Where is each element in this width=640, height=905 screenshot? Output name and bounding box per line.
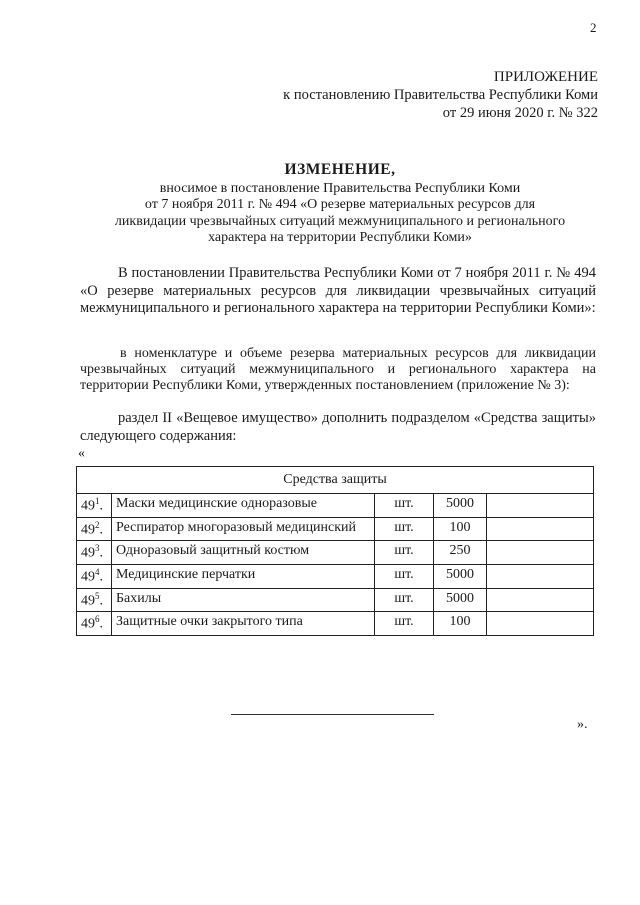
item-quantity: 100	[434, 612, 487, 636]
paragraph-3: раздел II «Вещевое имущество» дополнить подразделом «Средства защиты» следующего содержания:	[80, 410, 596, 444]
row-number: $49^4$.	[77, 564, 112, 588]
row-number-sup: 6	[95, 614, 100, 625]
table-row	[77, 612, 594, 636]
item-unit: шт.	[375, 564, 434, 588]
item-unit: шт.	[375, 588, 434, 612]
item-name: Медицинские перчатки	[112, 564, 375, 588]
heading-line-1: вносимое в постановление Правительства Республики Коми	[159, 180, 521, 196]
empty-cell	[487, 612, 594, 636]
row-number-sup: 3	[95, 543, 100, 554]
appendix-title: ПРИЛОЖЕНИЕ	[493, 69, 598, 85]
appendix-line-3: от 29 июня 2020 г. № 322	[442, 105, 598, 121]
row-number-sup: 5	[95, 590, 100, 601]
heading-line-2: от 7 ноября 2011 г. № 494 «О резерве материальных ресурсов для	[144, 197, 536, 212]
empty-cell	[487, 588, 594, 612]
table-row	[77, 541, 594, 565]
appendix-line-2: к постановлению Правительства Республики Коми	[283, 87, 598, 103]
item-quantity: 250	[434, 541, 487, 565]
empty-cell	[487, 494, 594, 518]
heading-line-4: характера на территории Республики Коми»	[208, 230, 472, 245]
heading-title: ИЗМЕНЕНИЕ,	[284, 161, 396, 178]
table-row	[77, 564, 594, 588]
row-number-sup: 2	[95, 519, 100, 530]
row-number-main: 49	[81, 545, 95, 561]
table-body	[77, 494, 594, 636]
item-unit: шт.	[375, 541, 434, 565]
protection-items-table	[76, 466, 594, 636]
appendix-block	[283, 68, 598, 122]
empty-cell	[487, 517, 594, 541]
item-quantity: 5000	[434, 564, 487, 588]
item-name: Маски медицинские одноразовые	[112, 494, 375, 518]
table-row	[77, 588, 594, 612]
table-header: Средства защиты	[77, 467, 594, 494]
item-unit: шт.	[375, 612, 434, 636]
row-number: $49^6$.	[77, 612, 112, 636]
end-separator-line	[231, 714, 434, 715]
row-number-main: 49	[81, 569, 95, 585]
item-quantity: 5000	[434, 588, 487, 612]
row-number: $49^5$.	[77, 588, 112, 612]
row-number: $49^1$.	[77, 494, 112, 518]
page-number: 2	[590, 20, 597, 35]
row-number-sup: 1	[95, 496, 100, 506]
table-row	[77, 494, 594, 518]
row-number-sup: 4	[95, 566, 100, 577]
table-row	[77, 517, 594, 541]
item-unit: шт.	[375, 494, 434, 518]
closing-quote: ».	[577, 717, 588, 732]
item-name: Бахилы	[112, 588, 375, 612]
table-header-row	[77, 467, 594, 494]
row-number-main: 49	[81, 616, 95, 632]
row-number-main: 49	[81, 593, 95, 609]
document-heading	[0, 162, 640, 247]
row-number-main: 49	[81, 498, 95, 514]
empty-cell	[487, 541, 594, 565]
row-number-main: 49	[81, 522, 95, 538]
item-unit: шт.	[375, 517, 434, 541]
item-quantity: 5000	[434, 494, 487, 518]
heading-line-3: ликвидации чрезвычайных ситуаций межмуниципального и регионального	[114, 213, 566, 229]
item-quantity: 100	[434, 517, 487, 541]
paragraph-2: в номенклатуре и объеме резерва материальных ресурсов для ликвидации чрезвычайных ситуаций межмуниципального и регионального характера на территории Республики Коми, утвержденных постановлением (приложение № 3):	[80, 346, 596, 393]
item-name: Респиратор многоразовый медицинский	[112, 517, 375, 541]
opening-quote: «	[78, 446, 85, 461]
row-number: $49^3$.	[77, 541, 112, 565]
item-name: Одноразовый защитный костюм	[112, 541, 375, 565]
paragraph-1: В постановлении Правительства Республики Коми от 7 ноября 2011 г. № 494 «О резерве материальных ресурсов для ликвидации чрезвычайных ситуаций межмуниципального и регионального характера на территории Республики Коми»:	[80, 265, 596, 316]
row-number: $49^2$.	[77, 517, 112, 541]
empty-cell	[487, 564, 594, 588]
item-name: Защитные очки закрытого типа	[112, 612, 375, 636]
